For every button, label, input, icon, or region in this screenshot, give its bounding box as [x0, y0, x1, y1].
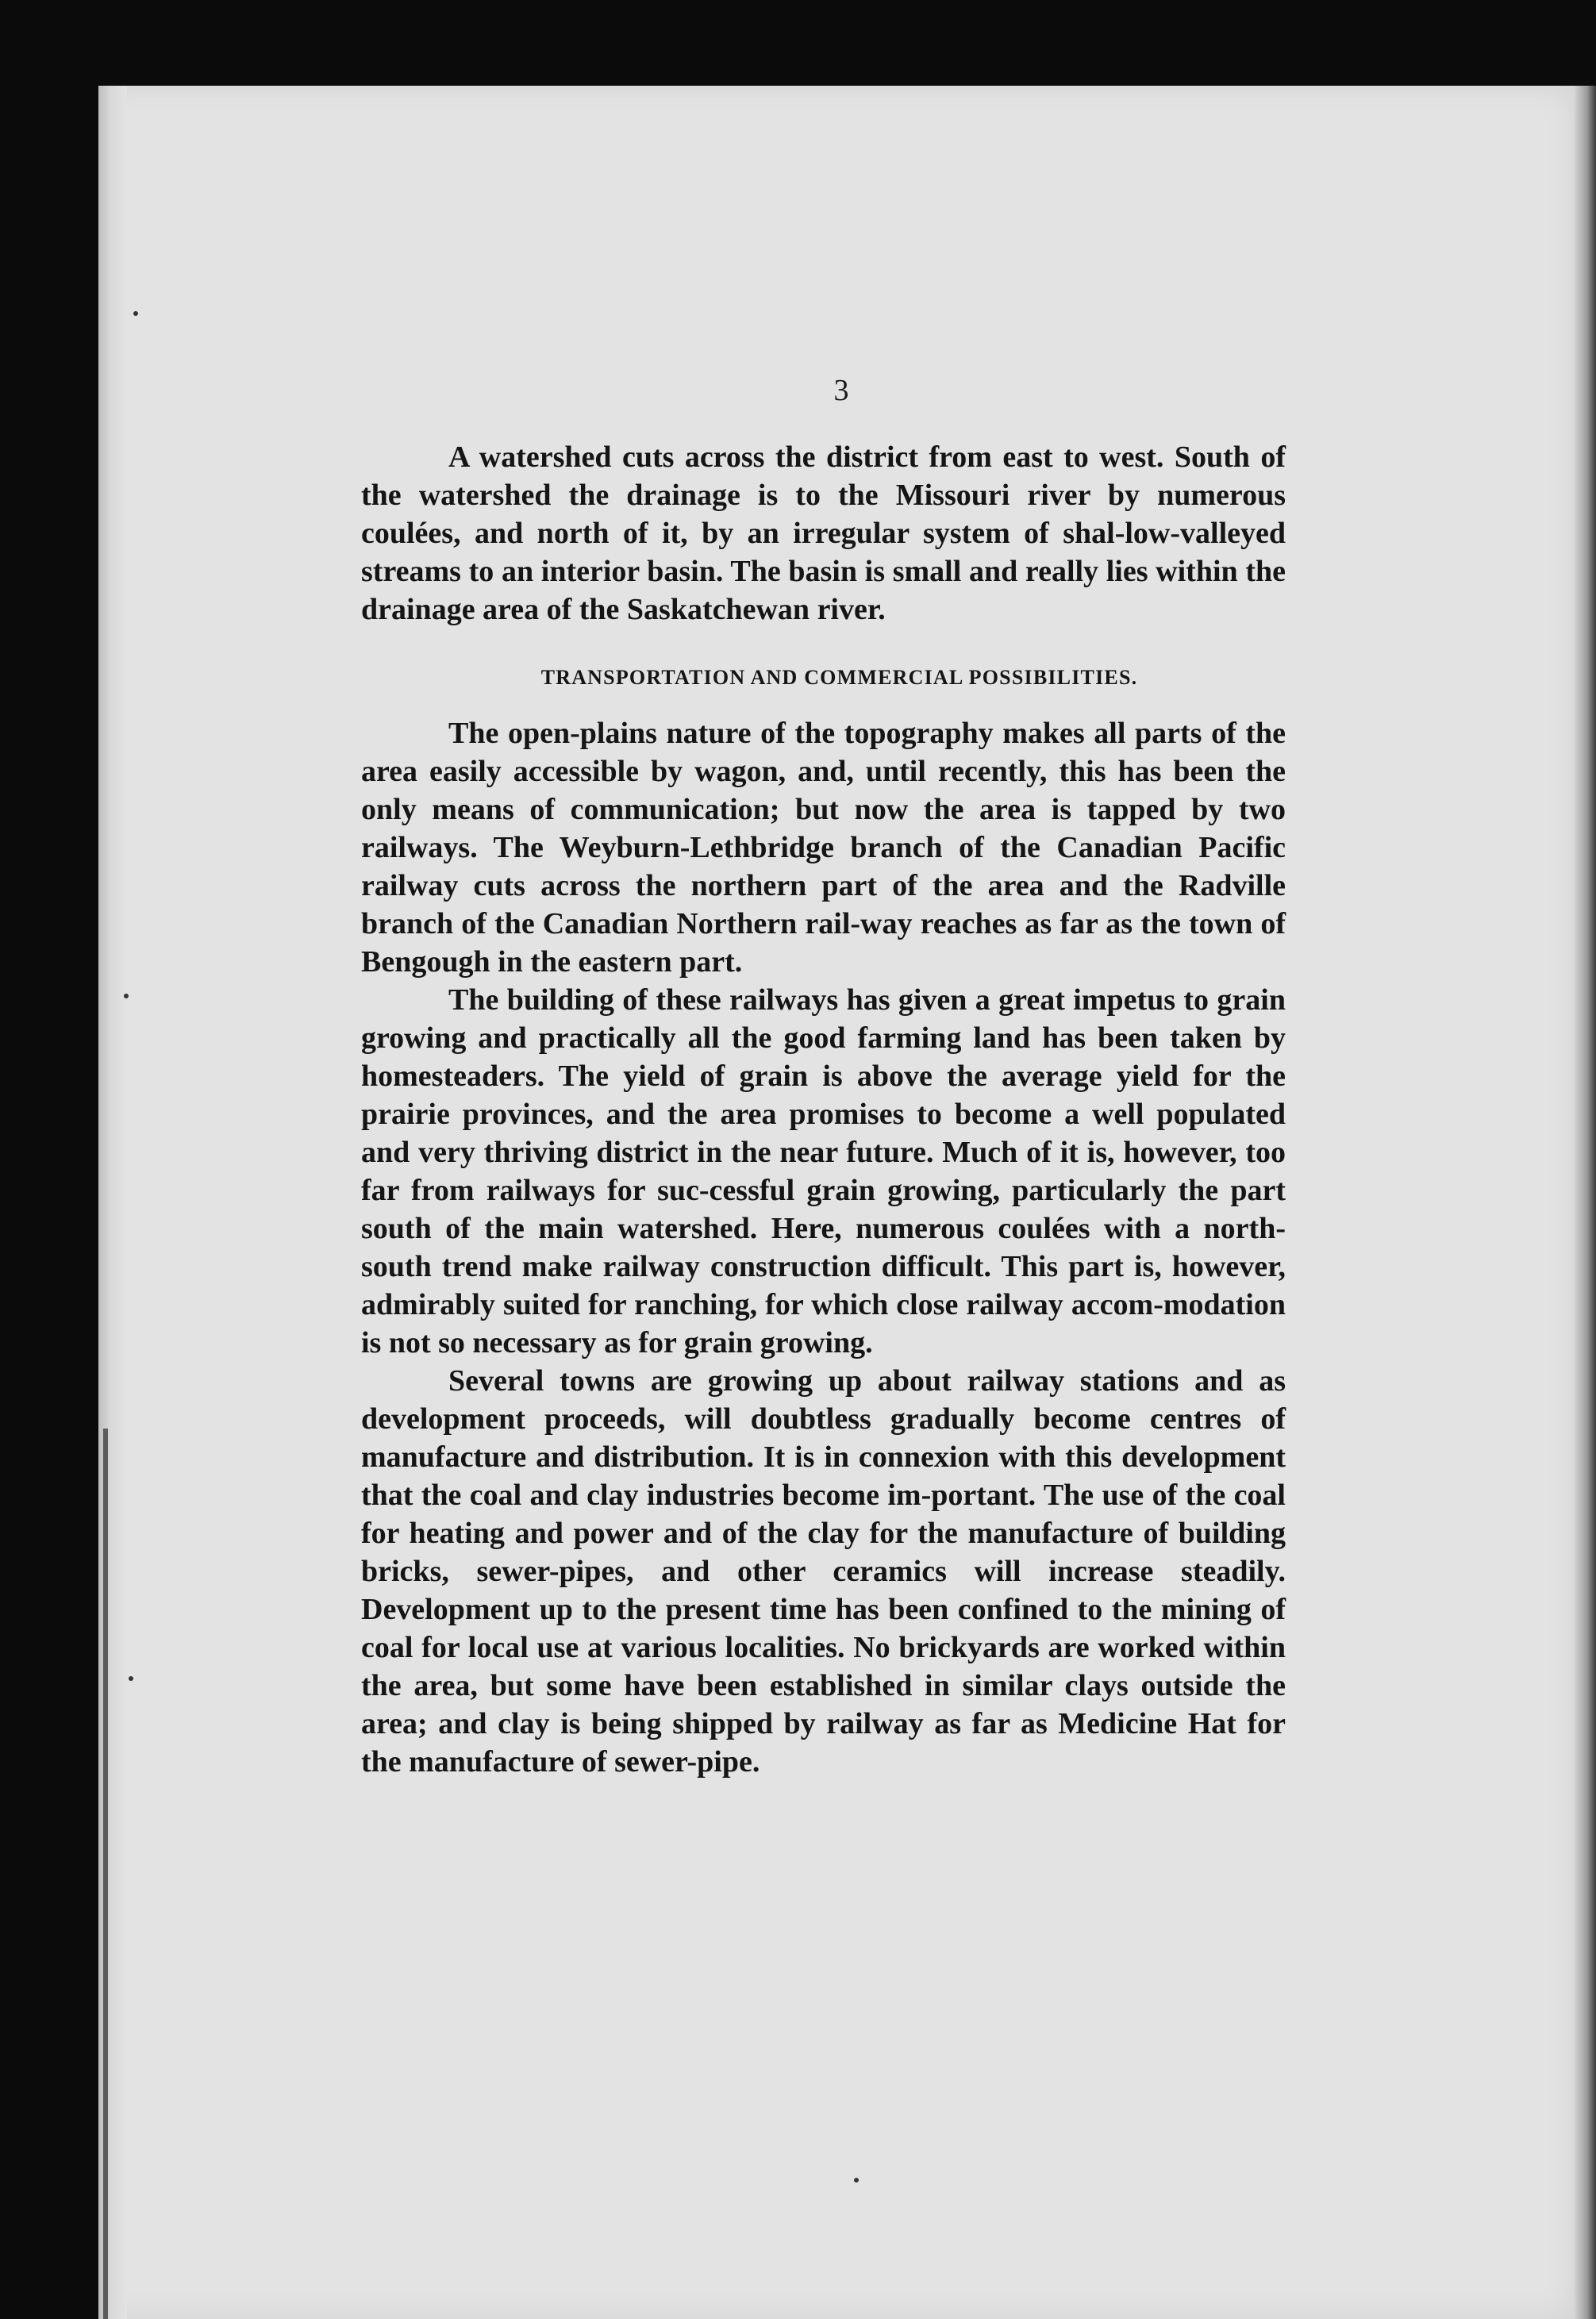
- binding-edge-mark: [103, 1429, 108, 2319]
- paragraph: Several towns are growing up about railway stations and as development proceeds, will doubtless gradually become centres of manufacture and distribution. It is in connexion with this development that the coal and clay industries become im-portant. The use of the coal for heating and power and of the clay for the manufacture of building bricks, sewer-pipes, and other ceramics will increase steadily. Development up to the present time has been confined to the mining of coal for local use at various localities. No brickyards are worked within the area, but some have been established in similar clays outside the area; and clay is being shipped by railway as far as Medicine Hat for the manufacture of sewer-pipe.: [361, 1364, 1286, 1779]
- speck-mark: [129, 1676, 133, 1681]
- paragraph: The open-plains nature of the topography makes all parts of the area easily accessible by wagon, and, until recently, this has been the only means of communication; but now the area is tapped by two railways. The Weyburn-Lethbridge branch of the Canadian Pacific railway cuts across the northern part of the area and the Radville branch of the Canadian Northern rail-way reaches as far as the town of Bengough in the eastern part.: [361, 717, 1286, 979]
- body-text: [361, 438, 1286, 1781]
- page-number: 3: [833, 374, 849, 407]
- paragraph: The building of these railways has given a great impetus to grain growing and practically all the good farming land has been taken by homesteaders. The yield of grain is above the average yield for the prairie provinces, and the area promises to become a well populated and very thriving district in the near future. Much of it is, however, too far from railways for suc-cessful grain growing, particularly the part south of the main watershed. Here, numerous coulées with a north-south trend make railway construction difficult. This part is, however, admirably suited for ranching, for which close railway accom-modation is not so necessary as for grain growing.: [361, 983, 1286, 1359]
- paragraph: A watershed cuts across the district from east to west. South of the watershed the drainage is to the Missouri river by numerous coulées, and north of it, by an irregular system of shal-low-valleyed streams to an interior basin. The basin is small and really lies within the drainage area of the Saskatchewan river.: [361, 440, 1286, 626]
- section-heading: TRANSPORTATION AND COMMERCIAL POSSIBILITIES.: [540, 666, 1138, 689]
- page-right-edge: [1574, 86, 1596, 2319]
- speck-mark: [124, 994, 129, 998]
- speck-mark: [133, 311, 138, 316]
- speck-mark: [854, 2178, 859, 2182]
